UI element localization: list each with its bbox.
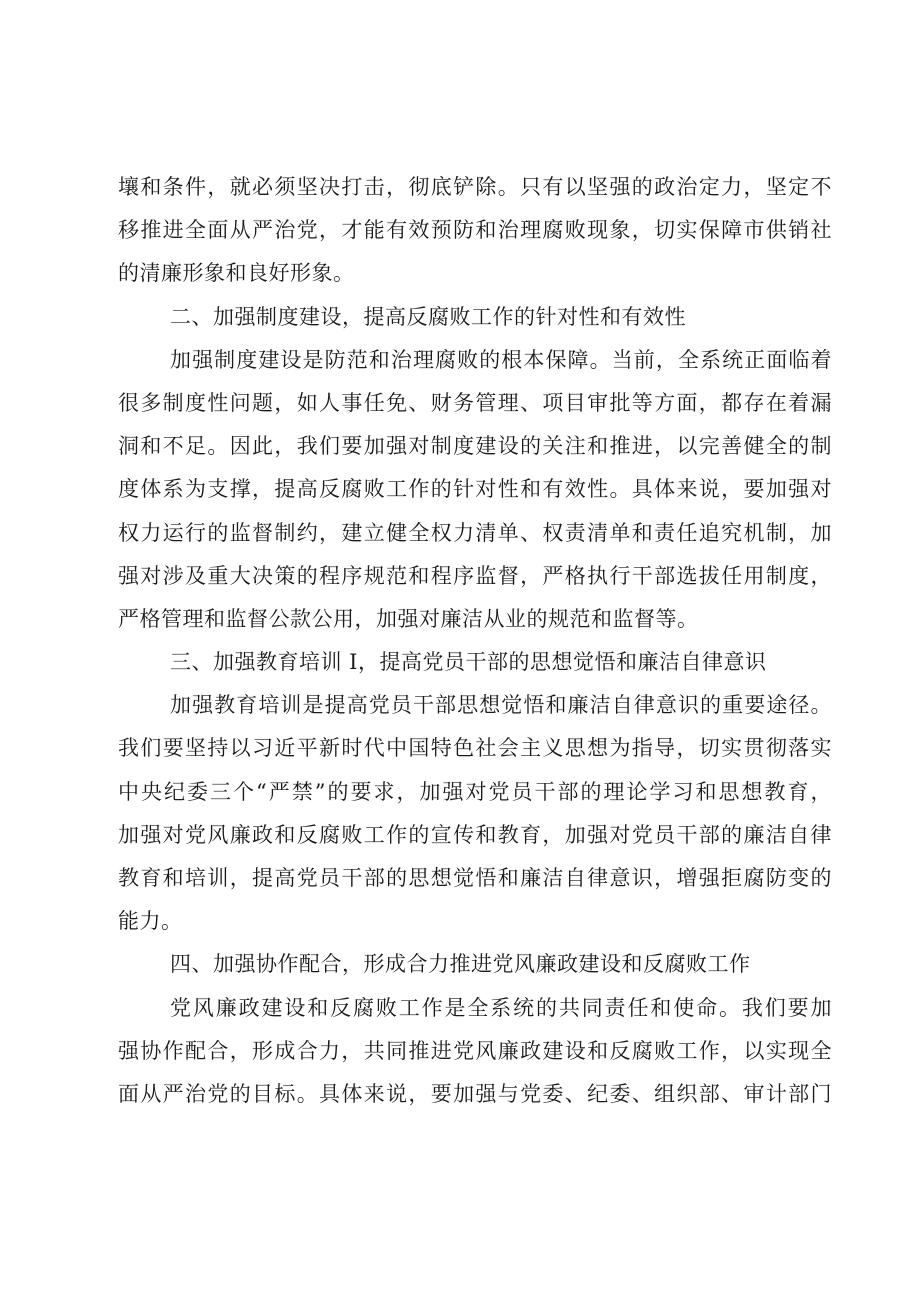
body-line: 中央纪委三个“严禁”的要求，加强对党员干部的理论学习和思想教育， — [118, 779, 832, 804]
section-heading-4: 四、加强协作配合，形成合力推进党风廉政建设和反腐败工作 — [170, 952, 751, 977]
body-line: 严格管理和监督公款公用，加强对廉洁从业的规范和监督等。 — [118, 606, 699, 631]
body-line: 加强教育培训是提高党员干部思想觉悟和廉洁自律意识的重要途径。 — [170, 693, 832, 718]
body-line: 能力。 — [118, 909, 183, 934]
body-line: 加强对党风廉政和反腐败工作的宣传和教育，加强对党员干部的廉洁自律 — [118, 822, 832, 847]
body-line: 移推进全面从严治党，才能有效预防和治理腐败现象，切实保障市供销社 — [118, 218, 832, 243]
body-line: 强协作配合，形成合力，共同推进党风廉政建设和反腐败工作，以实现全 — [118, 1038, 832, 1063]
body-line: 的清廉形象和良好形象。 — [118, 261, 355, 286]
body-line: 党风廉政建设和反腐败工作是全系统的共同责任和使命。我们要加 — [170, 995, 832, 1020]
body-line: 权力运行的监督制约，建立健全权力清单、权责清单和责任追究机制，加 — [118, 520, 832, 545]
body-line: 洞和不足。因此，我们要加强对制度建设的关注和推进，以完善健全的制 — [118, 434, 832, 459]
body-line: 我们要坚持以习近平新时代中国特色社会主义思想为指导，切实贯彻落实 — [118, 736, 832, 761]
body-line: 教育和培训，提高党员干部的思想觉悟和廉洁自律意识，增强拒腐防变的 — [118, 866, 832, 890]
body-line: 面从严治党的目标。具体来说，要加强与党委、纪委、组织部、审计部门 — [118, 1081, 832, 1106]
body-line: 很多制度性问题，如人事任免、财务管理、项目审批等方面，都存在着漏 — [118, 390, 832, 415]
document-body — [118, 166, 832, 1116]
section-heading-3: 三、加强教育培训 I，提高党员干部的思想觉悟和廉洁自律意识 — [170, 650, 767, 675]
body-line: 度体系为支撑，提高反腐败工作的针对性和有效性。具体来说，要加强对 — [118, 477, 832, 502]
body-line: 壤和条件，就必须坚决打击，彻底铲除。只有以坚强的政治定力，坚定不 — [118, 175, 832, 199]
body-line: 加强制度建设是防范和治理腐败的根本保障。当前，全系统正面临着 — [170, 347, 832, 372]
section-heading-2: 二、加强制度建设，提高反腐败工作的针对性和有效性 — [170, 304, 686, 329]
body-line: 强对涉及重大决策的程序规范和程序监督，严格执行干部选拔任用制度， — [118, 563, 832, 588]
